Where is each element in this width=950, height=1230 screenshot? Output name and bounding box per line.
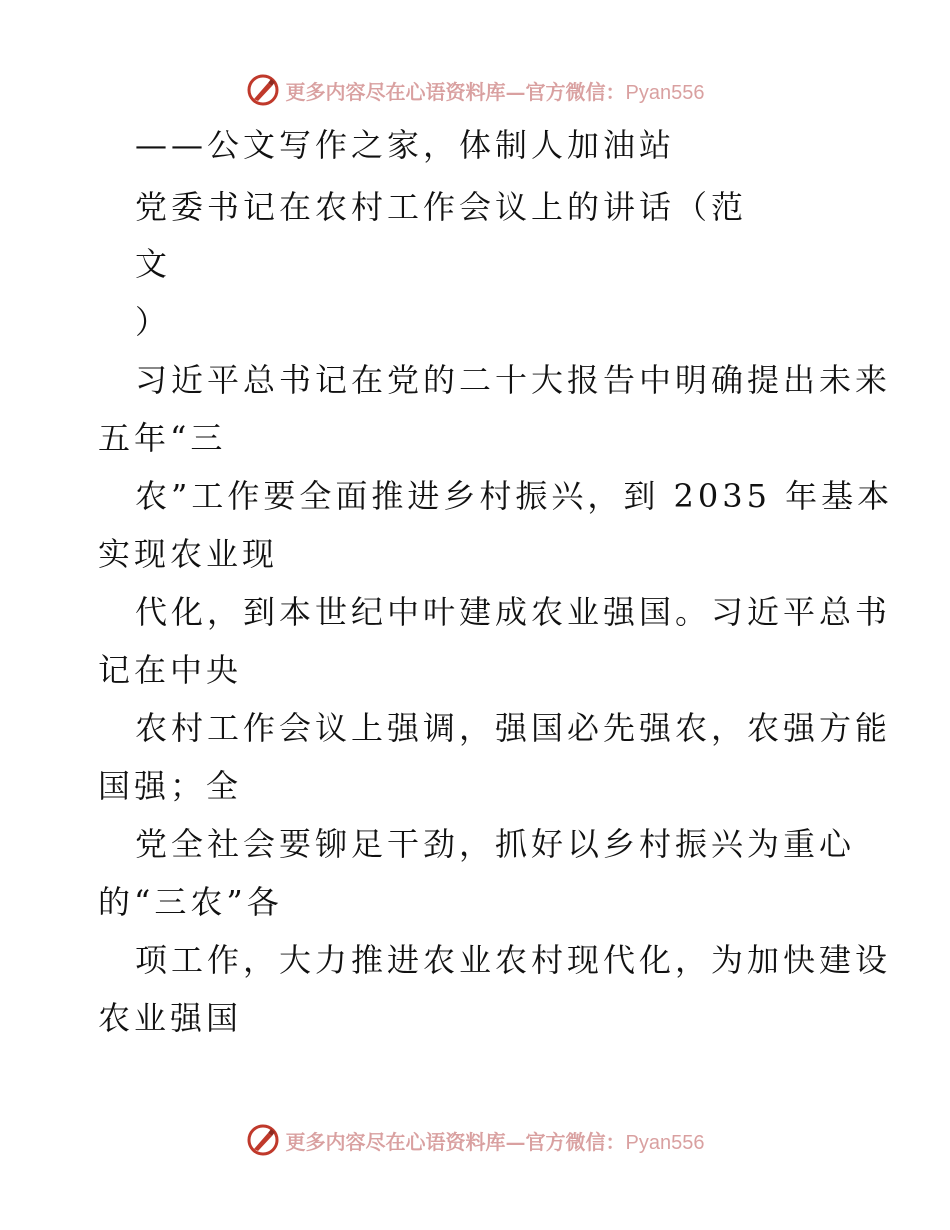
doc-line: 习近平总书记在党的二十大报告中明确提出未来 [135,361,892,399]
doc-line: 文 [135,245,172,283]
watermark-text: 更多内容尽在心语资料库—官方微信：Pyan556 [285,79,705,104]
header-watermark [0,70,950,110]
doc-line: 党委书记在农村工作会议上的讲话（范 [135,188,748,226]
doc-line: 农”工作要全面推进乡村振兴，到 2035 年基本 [135,477,894,515]
doc-line: 党全社会要铆足干劲，抓好以乡村振兴为重心 [135,825,856,863]
doc-line: 国强；全 [98,767,243,805]
doc-line: 农村工作会议上强调，强国必先强农，农强方能 [135,709,892,747]
footer-watermark [0,1120,950,1160]
doc-line: 记在中央 [98,651,243,689]
doc-line: 农业强国 [98,999,243,1037]
pen-logo-icon [246,1123,280,1157]
doc-line: 代化，到本世纪中叶建成农业强国。习近平总书 [135,593,892,631]
doc-line: 的“三农”各 [98,883,283,921]
doc-line: ——公文写作之家，体制人加油站 [135,126,676,164]
doc-line: 项工作，大力推进农业农村现代化，为加快建设 [135,941,892,979]
watermark-text: 更多内容尽在心语资料库—官方微信：Pyan556 [285,1129,705,1154]
doc-line: 五年“三 [98,419,227,457]
doc-line: 实现农业现 [98,535,279,573]
watermark-id: Pyan556 [625,1131,705,1154]
pen-logo-icon [246,73,280,107]
watermark-id: Pyan556 [625,81,705,104]
doc-line: ） [135,303,172,341]
